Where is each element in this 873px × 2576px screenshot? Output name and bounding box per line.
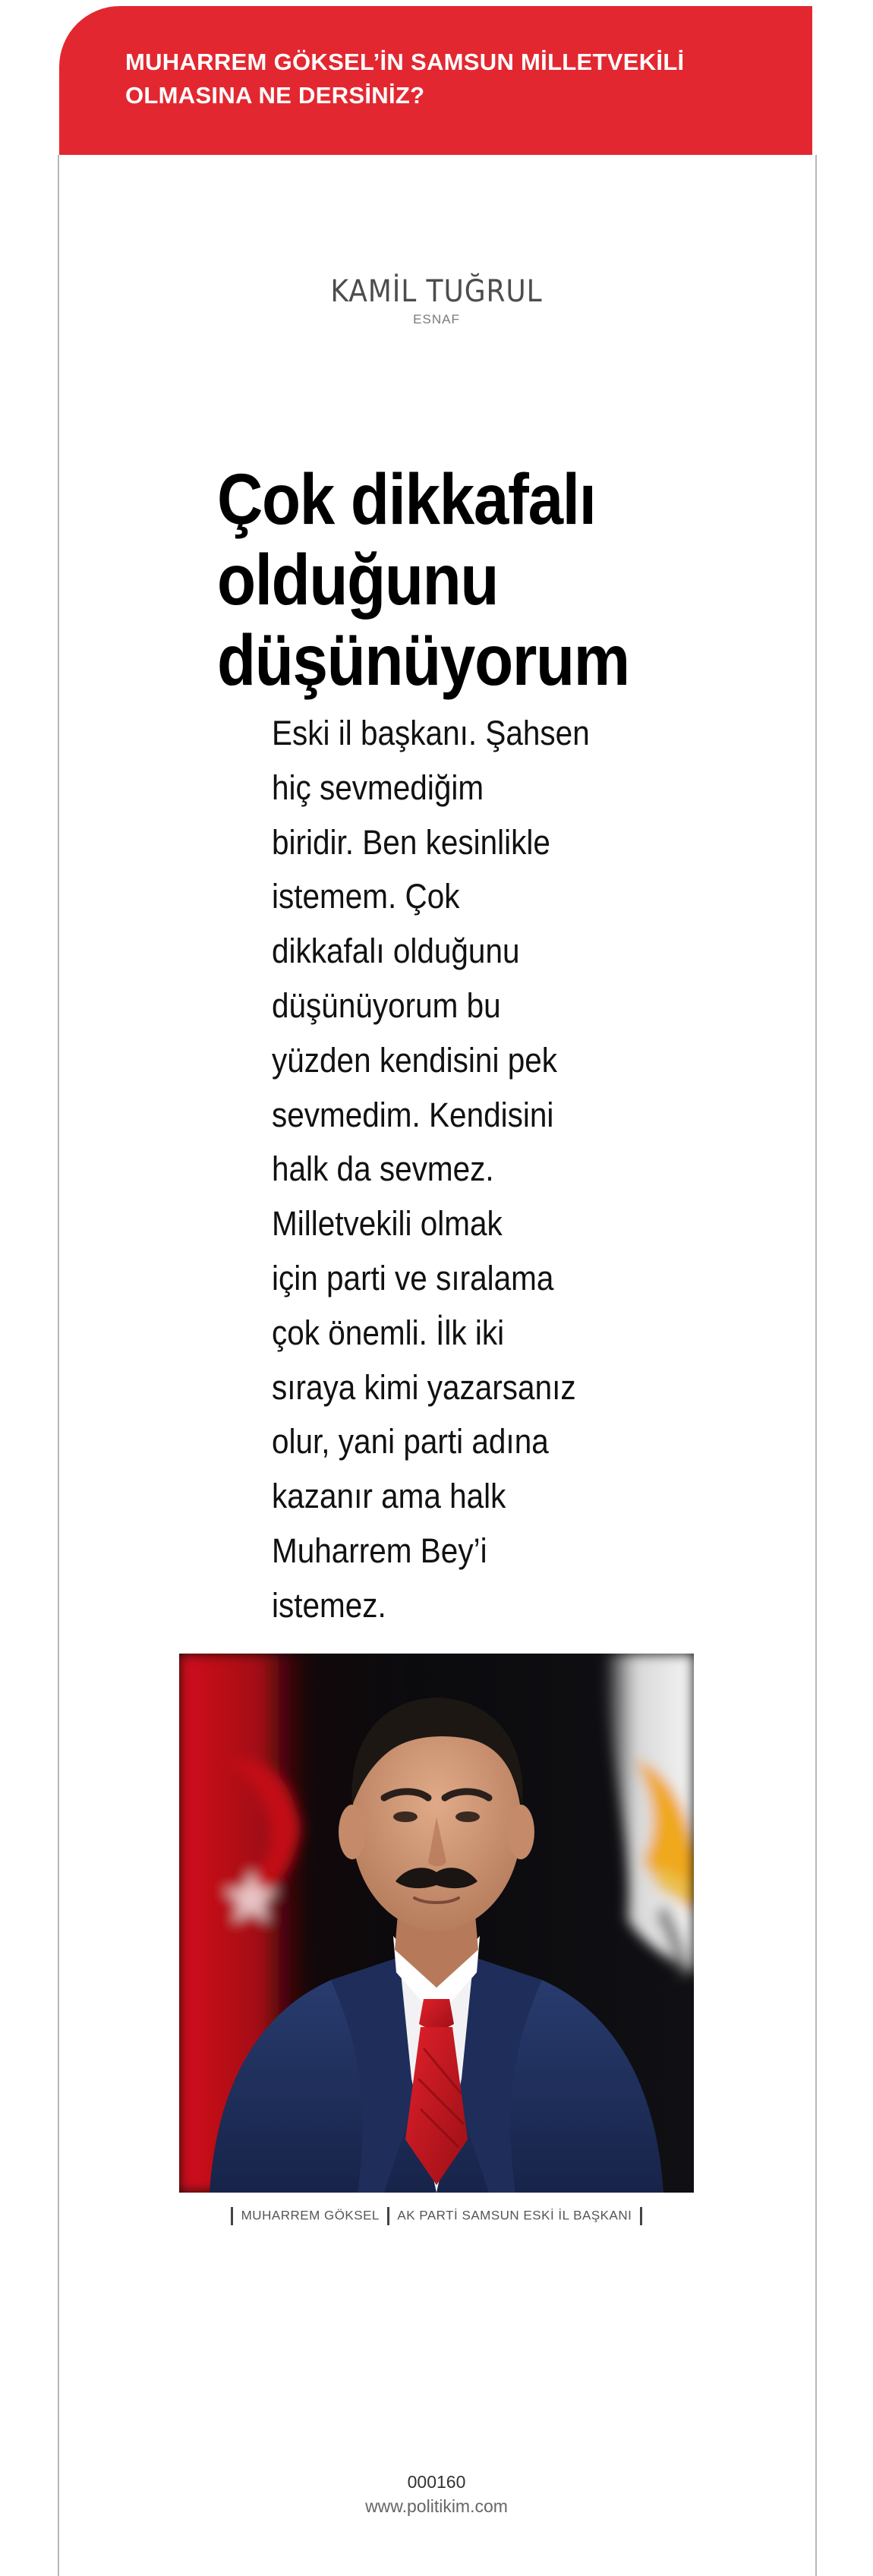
headline-line-1: Çok dikkafalı (217, 459, 596, 540)
caption-divider (231, 2207, 233, 2225)
body-line: Milletvekili olmak (272, 1204, 503, 1244)
photo-caption (0, 2206, 873, 2226)
headline (217, 459, 698, 701)
question-banner (59, 6, 812, 155)
caption-name: MUHARREM GÖKSEL (241, 2208, 380, 2223)
body-line: düşünüyorum bu (272, 985, 501, 1025)
body-line: hiç sevmediğim (272, 768, 484, 807)
body-line: için parti ve sıralama (272, 1258, 554, 1297)
body-line: istemem. Çok (272, 877, 460, 916)
page-footer (0, 2470, 873, 2518)
headline-line-3: düşünüyorum (217, 620, 629, 701)
author-block (0, 273, 873, 328)
body-line: çok önemli. İlk iki (272, 1313, 505, 1352)
body-line: olur, yani parti adına (272, 1422, 549, 1461)
body-line: Muharrem Bey’i (272, 1531, 487, 1570)
headline-line-2: olduğunu (217, 540, 499, 620)
banner-title-line-2: OLMASINA NE DERSİNİZ? (125, 82, 425, 109)
body-line: dikkafalı olduğunu (272, 932, 520, 971)
caption-divider (387, 2207, 389, 2225)
body-line: halk da sevmez. (272, 1149, 494, 1189)
author-role: ESNAF (413, 312, 460, 326)
body-line: sıraya kimi yazarsanız (272, 1367, 576, 1407)
body-line: sevmedim. Kendisini (272, 1095, 554, 1134)
portrait-photo (179, 1654, 694, 2193)
footer-code: 000160 (407, 2472, 466, 2492)
portrait-illustration (179, 1654, 694, 2193)
body-line: istemez. (272, 1585, 386, 1625)
banner-title (125, 46, 767, 112)
body-line: Eski il başkanı. Şahsen (272, 714, 590, 752)
caption-title: AK PARTİ SAMSUN ESKİ İL BAŞKANI (397, 2208, 632, 2223)
caption-divider (640, 2207, 642, 2225)
footer-url[interactable]: www.politikim.com (365, 2496, 508, 2516)
body-line: kazanır ama halk (272, 1477, 506, 1516)
quote-body (272, 706, 641, 1633)
body-line: yüzden kendisini pek (272, 1040, 558, 1080)
body-line: biridir. Ben kesinlikle (272, 822, 550, 862)
author-name: KAMİL TUĞRUL (330, 274, 543, 309)
banner-title-line-1: MUHARREM GÖKSEL’İN SAMSUN MİLLETVEKİLİ (125, 49, 685, 75)
